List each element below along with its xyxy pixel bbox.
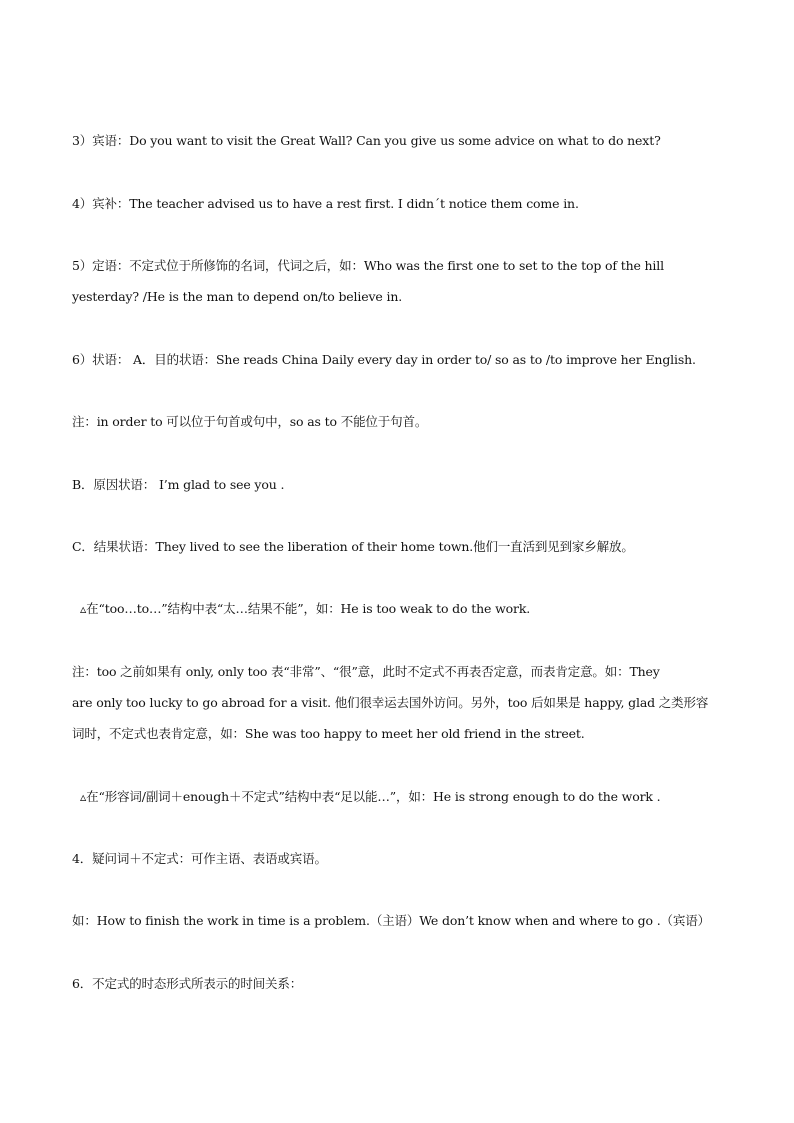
note-too-continuation-1: are only too lucky to go abroad for a visit. 他们很幸运去国外访问。另外，too 后如果是 happy, glad 之类形容 xyxy=(72,695,709,710)
note-too-line: 注：too 之前如果有 only, only too 表“非常”、“很”意，此时不定式不再表否定意，而表肯定意。如：They xyxy=(72,664,660,679)
attribute-section-continuation: yesterday? /He is the man to depend on/to believe in. xyxy=(72,289,403,304)
adverbial-purpose-line: 6）状语： A．目的状语：She reads China Daily every day in order to/ so as to /to improve her English. xyxy=(72,352,696,367)
adverbial-result-line: C．结果状语：They lived to see the liberation of their home town.他们一直活到见到家乡解放。 xyxy=(72,539,634,554)
question-word-example-line: 如：How to finish the work in time is a problem.（主语）We don’t know when and where to go .（宾语） xyxy=(72,913,710,928)
note-in-order-to-line: 注：in order to 可以位于句首或句中，so as to 不能位于句首。 xyxy=(72,414,428,429)
note-too-continuation-2: 词时，不定式也表肯定意，如：She was too happy to meet her old friend in the street. xyxy=(72,726,585,741)
tense-relationship-heading: 6．不定式的时态形式所表示的时间关系： xyxy=(72,976,303,991)
adverbial-reason-line: B．原因状语： I’m glad to see you . xyxy=(72,477,285,492)
enough-structure-line: ▵在“形容词/副词＋enough＋不定式”结构中表“足以能…”，如：He is strong enough to do the work . xyxy=(80,789,661,804)
too-to-structure-line: ▵在“too…to…”结构中表“太…结果不能”，如：He is too weak to do the work. xyxy=(80,601,531,616)
question-word-infinitive-heading: 4．疑问词＋不定式：可作主语、表语或宾语。 xyxy=(72,851,327,866)
object-section-line: 3）宾语：Do you want to visit the Great Wall? Can you give us some advice on what to do next? xyxy=(72,133,661,148)
object-complement-section-line: 4）宾补：The teacher advised us to have a rest first. I didn´t notice them come in. xyxy=(72,196,579,211)
attribute-section-line: 5）定语：不定式位于所修饰的名词，代词之后，如：Who was the first one to set to the top of the hill xyxy=(72,258,664,273)
